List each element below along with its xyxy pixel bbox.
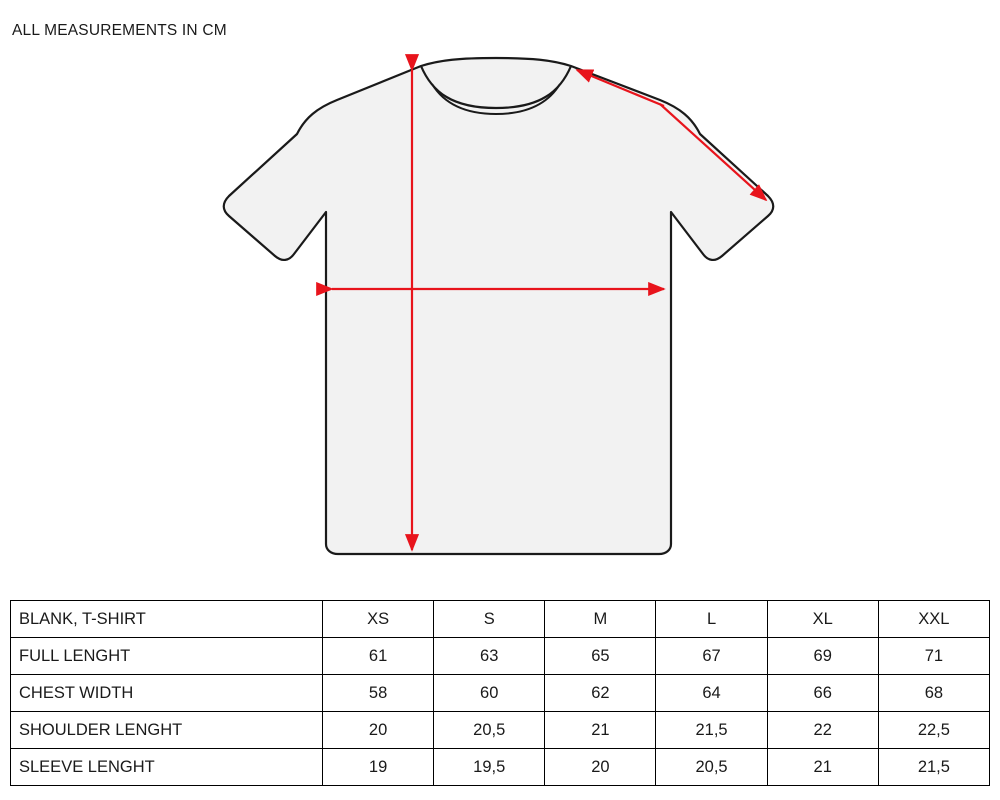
cell-value: 22	[767, 712, 878, 749]
cell-value: 20	[545, 749, 656, 786]
cell-value: 68	[878, 675, 989, 712]
tshirt-diagram	[0, 40, 1000, 590]
row-label: SLEEVE LENGHT	[11, 749, 323, 786]
size-chart-table	[10, 600, 990, 786]
cell-value: 66	[767, 675, 878, 712]
cell-value: 19,5	[434, 749, 545, 786]
row-label: FULL LENGHT	[11, 638, 323, 675]
table-title-cell: BLANK, T-SHIRT	[11, 601, 323, 638]
table-row	[11, 749, 990, 786]
measurement-units-note: ALL MEASUREMENTS IN CM	[12, 22, 227, 39]
cell-value: 21	[545, 712, 656, 749]
row-label: CHEST WIDTH	[11, 675, 323, 712]
cell-value: 21,5	[878, 749, 989, 786]
cell-value: 60	[434, 675, 545, 712]
cell-value: 20	[323, 712, 434, 749]
size-header-l: L	[656, 601, 767, 638]
cell-value: 58	[323, 675, 434, 712]
row-label: SHOULDER LENGHT	[11, 712, 323, 749]
table-row	[11, 675, 990, 712]
size-header-s: S	[434, 601, 545, 638]
cell-value: 65	[545, 638, 656, 675]
size-header-xl: XL	[767, 601, 878, 638]
size-header-xxl: XXL	[878, 601, 989, 638]
table-row	[11, 638, 990, 675]
table-row	[11, 712, 990, 749]
table-header-row	[11, 601, 990, 638]
cell-value: 20,5	[656, 749, 767, 786]
cell-value: 21	[767, 749, 878, 786]
cell-value: 64	[656, 675, 767, 712]
cell-value: 62	[545, 675, 656, 712]
cell-value: 21,5	[656, 712, 767, 749]
cell-value: 69	[767, 638, 878, 675]
cell-value: 67	[656, 638, 767, 675]
cell-value: 19	[323, 749, 434, 786]
cell-value: 61	[323, 638, 434, 675]
cell-value: 71	[878, 638, 989, 675]
cell-value: 20,5	[434, 712, 545, 749]
size-header-xs: XS	[323, 601, 434, 638]
cell-value: 63	[434, 638, 545, 675]
cell-value: 22,5	[878, 712, 989, 749]
size-header-m: M	[545, 601, 656, 638]
